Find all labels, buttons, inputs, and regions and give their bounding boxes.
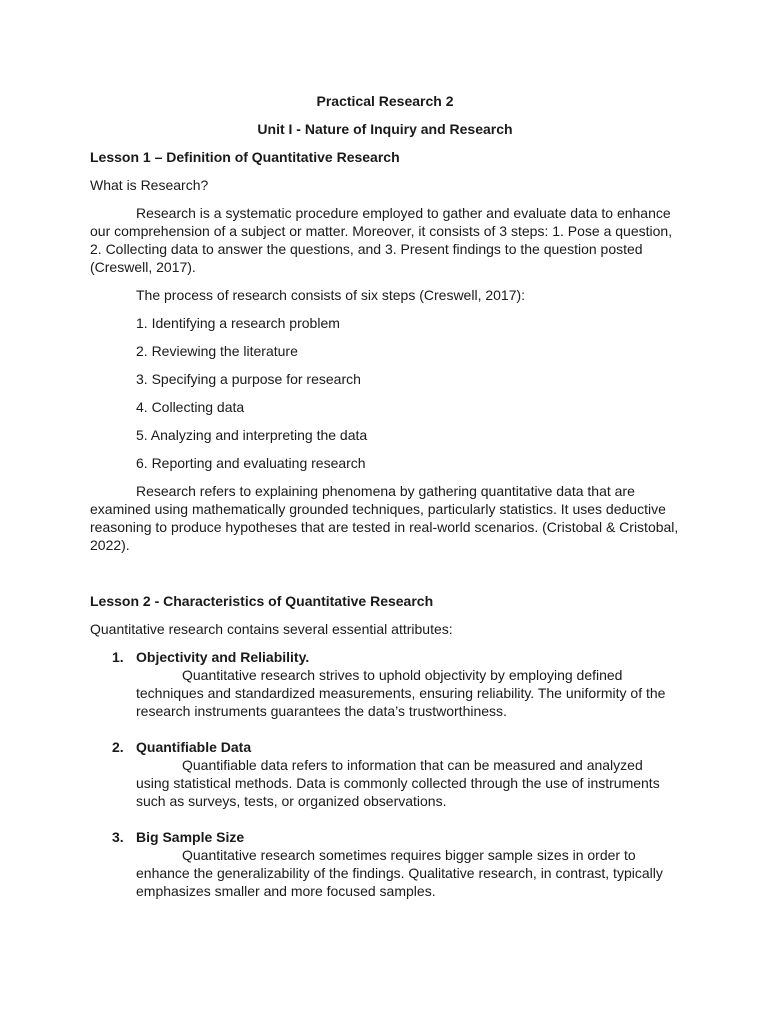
characteristic-item — [90, 738, 680, 810]
characteristic-body: Quantifiable data refers to information that can be measured and analyzed using statistical methods. Data is commonly collected through the use of instruments such as surveys, tests, or organized observations. — [136, 757, 660, 809]
process-intro-paragraph: The process of research consists of six steps (Creswell, 2017): — [136, 287, 526, 303]
process-step: 5. Analyzing and interpreting the data — [136, 427, 368, 443]
document-page — [90, 92, 680, 918]
lesson-1-heading: Lesson 1 – Definition of Quantitative Research — [90, 149, 400, 165]
process-step: 3. Specifying a purpose for research — [136, 371, 361, 387]
characteristics-intro: Quantitative research contains several essential attributes: — [90, 621, 453, 637]
characteristic-body: Quantitative research strives to uphold objectivity by employing defined techniques and standardized measurements, ensuring reliability. The uniformity of the research instruments guarantees the data’s trustworthiness. — [136, 667, 666, 719]
section-spacer — [90, 564, 680, 592]
characteristic-heading: Quantifiable Data — [136, 739, 252, 755]
characteristic-heading: Objectivity and Reliability. — [136, 649, 310, 665]
process-step: 4. Collecting data — [136, 399, 245, 415]
process-step: 1. Identifying a research problem — [136, 315, 340, 331]
document-title: Practical Research 2 — [316, 93, 454, 109]
characteristic-number: 3. — [112, 829, 124, 845]
research-question: What is Research? — [90, 177, 209, 193]
quantitative-definition-paragraph: Research refers to explaining phenomena by gathering quantitative data that are examined using mathematically grounded techniques, particularly statistics. It uses deductive reasoning to produce hypotheses that are tested in real-world scenarios. (Cristobal & Cristobal, 2022). — [90, 483, 679, 553]
process-step: 6. Reporting and evaluating research — [136, 455, 366, 471]
characteristic-body: Quantitative research sometimes requires bigger sample sizes in order to enhance the generalizability of the findings. Qualitative research, in contrast, typically emphasizes smaller and more focused samples. — [136, 847, 663, 899]
research-definition-paragraph: Research is a systematic procedure employed to gather and evaluate data to enhance our comprehension of a subject or matter. Moreover, it consists of 3 steps: 1. Pose a question, 2. Collecting data to answer the questions, and 3. Present findings to the question posted (Creswell, 2017). — [90, 205, 673, 275]
characteristics-list — [90, 648, 680, 900]
characteristic-item — [90, 648, 680, 720]
characteristic-heading: Big Sample Size — [136, 829, 245, 845]
unit-heading: Unit I - Nature of Inquiry and Research — [257, 121, 513, 137]
lesson-2-heading: Lesson 2 - Characteristics of Quantitative Research — [90, 593, 434, 609]
process-step: 2. Reviewing the literature — [136, 343, 298, 359]
characteristic-item — [90, 828, 680, 900]
characteristic-number: 2. — [112, 739, 124, 755]
characteristic-number: 1. — [112, 649, 124, 665]
